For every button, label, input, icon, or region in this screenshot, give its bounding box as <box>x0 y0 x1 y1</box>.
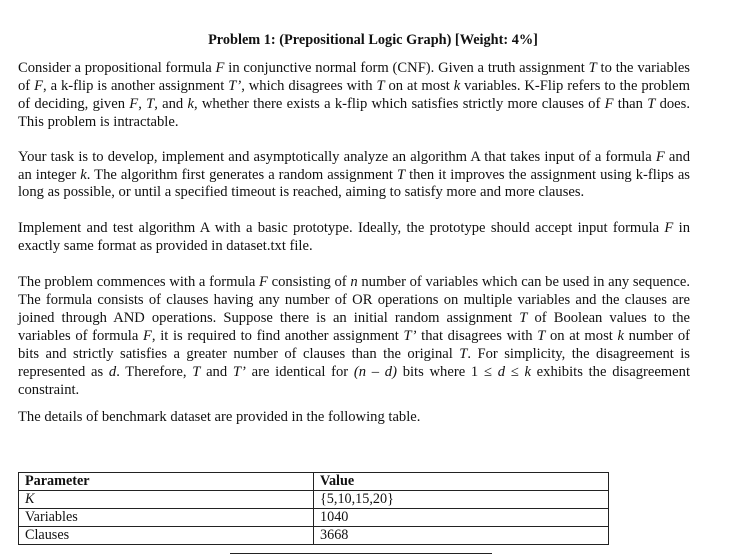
italic-run: T <box>396 166 406 183</box>
italic-run: F <box>129 95 139 112</box>
row-k-value: {5,10,15,20} <box>314 491 609 509</box>
text-run: that disagrees with <box>416 327 538 344</box>
text-run: Implement and test algorithm A with a basic prototype. Ideally, the prototype should accept input formula <box>18 220 665 237</box>
paragraph-problem-statement <box>18 274 690 399</box>
italic-run: d <box>108 363 117 380</box>
benchmark-table <box>18 472 609 545</box>
text-run: in exactly same format as provided in dataset.txt file. <box>18 220 690 255</box>
italic-run: T <box>588 60 597 76</box>
header-parameter: Parameter <box>19 473 314 491</box>
italic-run: k <box>617 327 624 344</box>
paragraph-prototype <box>18 220 690 256</box>
italic-run: T’ <box>232 363 246 380</box>
text-run: consisting of <box>267 274 351 291</box>
text-run: . For simplicity, the disagreement is represented as <box>18 345 690 380</box>
text-run: are identical for <box>245 363 354 380</box>
text-run: Consider a propositional formula <box>18 60 216 76</box>
paragraph-table-intro: The details of benchmark dataset are provided in the following table. <box>18 408 421 425</box>
italic-run: T <box>459 345 468 362</box>
paragraph-kflip-definition <box>18 60 690 132</box>
text-run: , whether there exists a k-flip which satisfies strictly more clauses of <box>193 95 605 112</box>
text-run: , which disagrees with <box>241 77 377 94</box>
italic-run: F <box>142 327 152 344</box>
row-variables-parameter: Variables <box>19 509 314 527</box>
paragraph-task-description <box>18 149 690 203</box>
text-run: exhibits the disagreement constraint. <box>18 363 690 398</box>
header-value: Value <box>314 473 609 491</box>
text-run: number of bits and strictly satisfies a greater number of clauses than the original <box>18 327 690 362</box>
italic-run: T <box>376 77 385 94</box>
text-run: . The algorithm first generates a random assignment <box>86 166 397 183</box>
text-run: in conjunctive normal form (CNF). Given a truth assignment <box>224 60 589 76</box>
italic-run: (n – d) <box>353 363 397 380</box>
italic-run: d <box>497 363 505 380</box>
text-run: , and <box>154 95 188 112</box>
text-run: The problem commences with a formula <box>18 274 259 291</box>
italic-run: n <box>350 274 358 291</box>
text-run: , it is required to find another assignment <box>151 327 404 344</box>
row-clauses-parameter: Clauses <box>19 527 314 545</box>
italic-run: k <box>453 77 461 94</box>
text-run: bits where 1 ≤ <box>396 363 498 380</box>
italic-run: T <box>146 95 155 112</box>
text-run: Your task is to develop, implement and asymptotically analyze an algorithm A that takes input of a formula <box>18 148 656 165</box>
table-header-row <box>19 473 609 491</box>
italic-run: F <box>215 60 225 76</box>
italic-run: F <box>34 77 43 94</box>
problem-title: Problem 1: (Prepositional Logic Graph) [Weight: 4%] <box>208 32 538 48</box>
text-run: to the variables of <box>18 60 690 94</box>
text-run: . Therefore, <box>116 363 193 380</box>
row-k-parameter: K <box>19 491 314 509</box>
italic-run: k <box>187 95 194 112</box>
italic-run: T <box>537 327 546 344</box>
italic-run: k <box>524 363 531 380</box>
text-run: , <box>138 95 147 112</box>
table-row <box>19 527 609 545</box>
text-run: , a k-flip is another assignment <box>43 77 229 94</box>
table-row <box>19 509 609 527</box>
italic-run: T’ <box>403 327 417 344</box>
italic-run: T <box>519 309 528 326</box>
text-run: and <box>200 363 233 380</box>
italic-run: F <box>259 274 268 291</box>
italic-run: T <box>647 95 656 112</box>
document-page <box>18 0 691 543</box>
text-run: on at most <box>384 77 454 94</box>
italic-run: F <box>664 220 674 237</box>
italic-run: T <box>192 363 201 380</box>
text-run: does. This problem is intractable. <box>18 95 690 130</box>
row-variables-value: 1040 <box>314 509 609 527</box>
text-run: then it improves the assignment using k-flips as long as possible, or until a specified timeout is reached, aiming to satisfy more and more clauses. <box>18 166 690 201</box>
text-run: number of variables which can be used in any sequence. The formula consists of clauses having any number of OR operations on multiple variables and the clauses are joined through AND operations. Suppose there is an initial random assignment <box>18 274 691 326</box>
text-run: than <box>613 95 648 112</box>
text-run: on at most <box>545 327 618 344</box>
italic-run: F <box>655 148 665 165</box>
italic-run: T’ <box>228 77 242 94</box>
text-run: and an integer <box>18 148 690 183</box>
text-run: variables. K-Flip refers to the problem of deciding, given <box>18 77 691 112</box>
text-run: ≤ <box>504 363 525 380</box>
footnote-divider <box>230 553 492 554</box>
table-row <box>19 491 609 509</box>
row-clauses-value: 3668 <box>314 527 609 545</box>
italic-run: F <box>604 95 614 112</box>
italic-run: k <box>80 166 87 183</box>
text-run: of Boolean values to the variables of formula <box>18 309 691 344</box>
